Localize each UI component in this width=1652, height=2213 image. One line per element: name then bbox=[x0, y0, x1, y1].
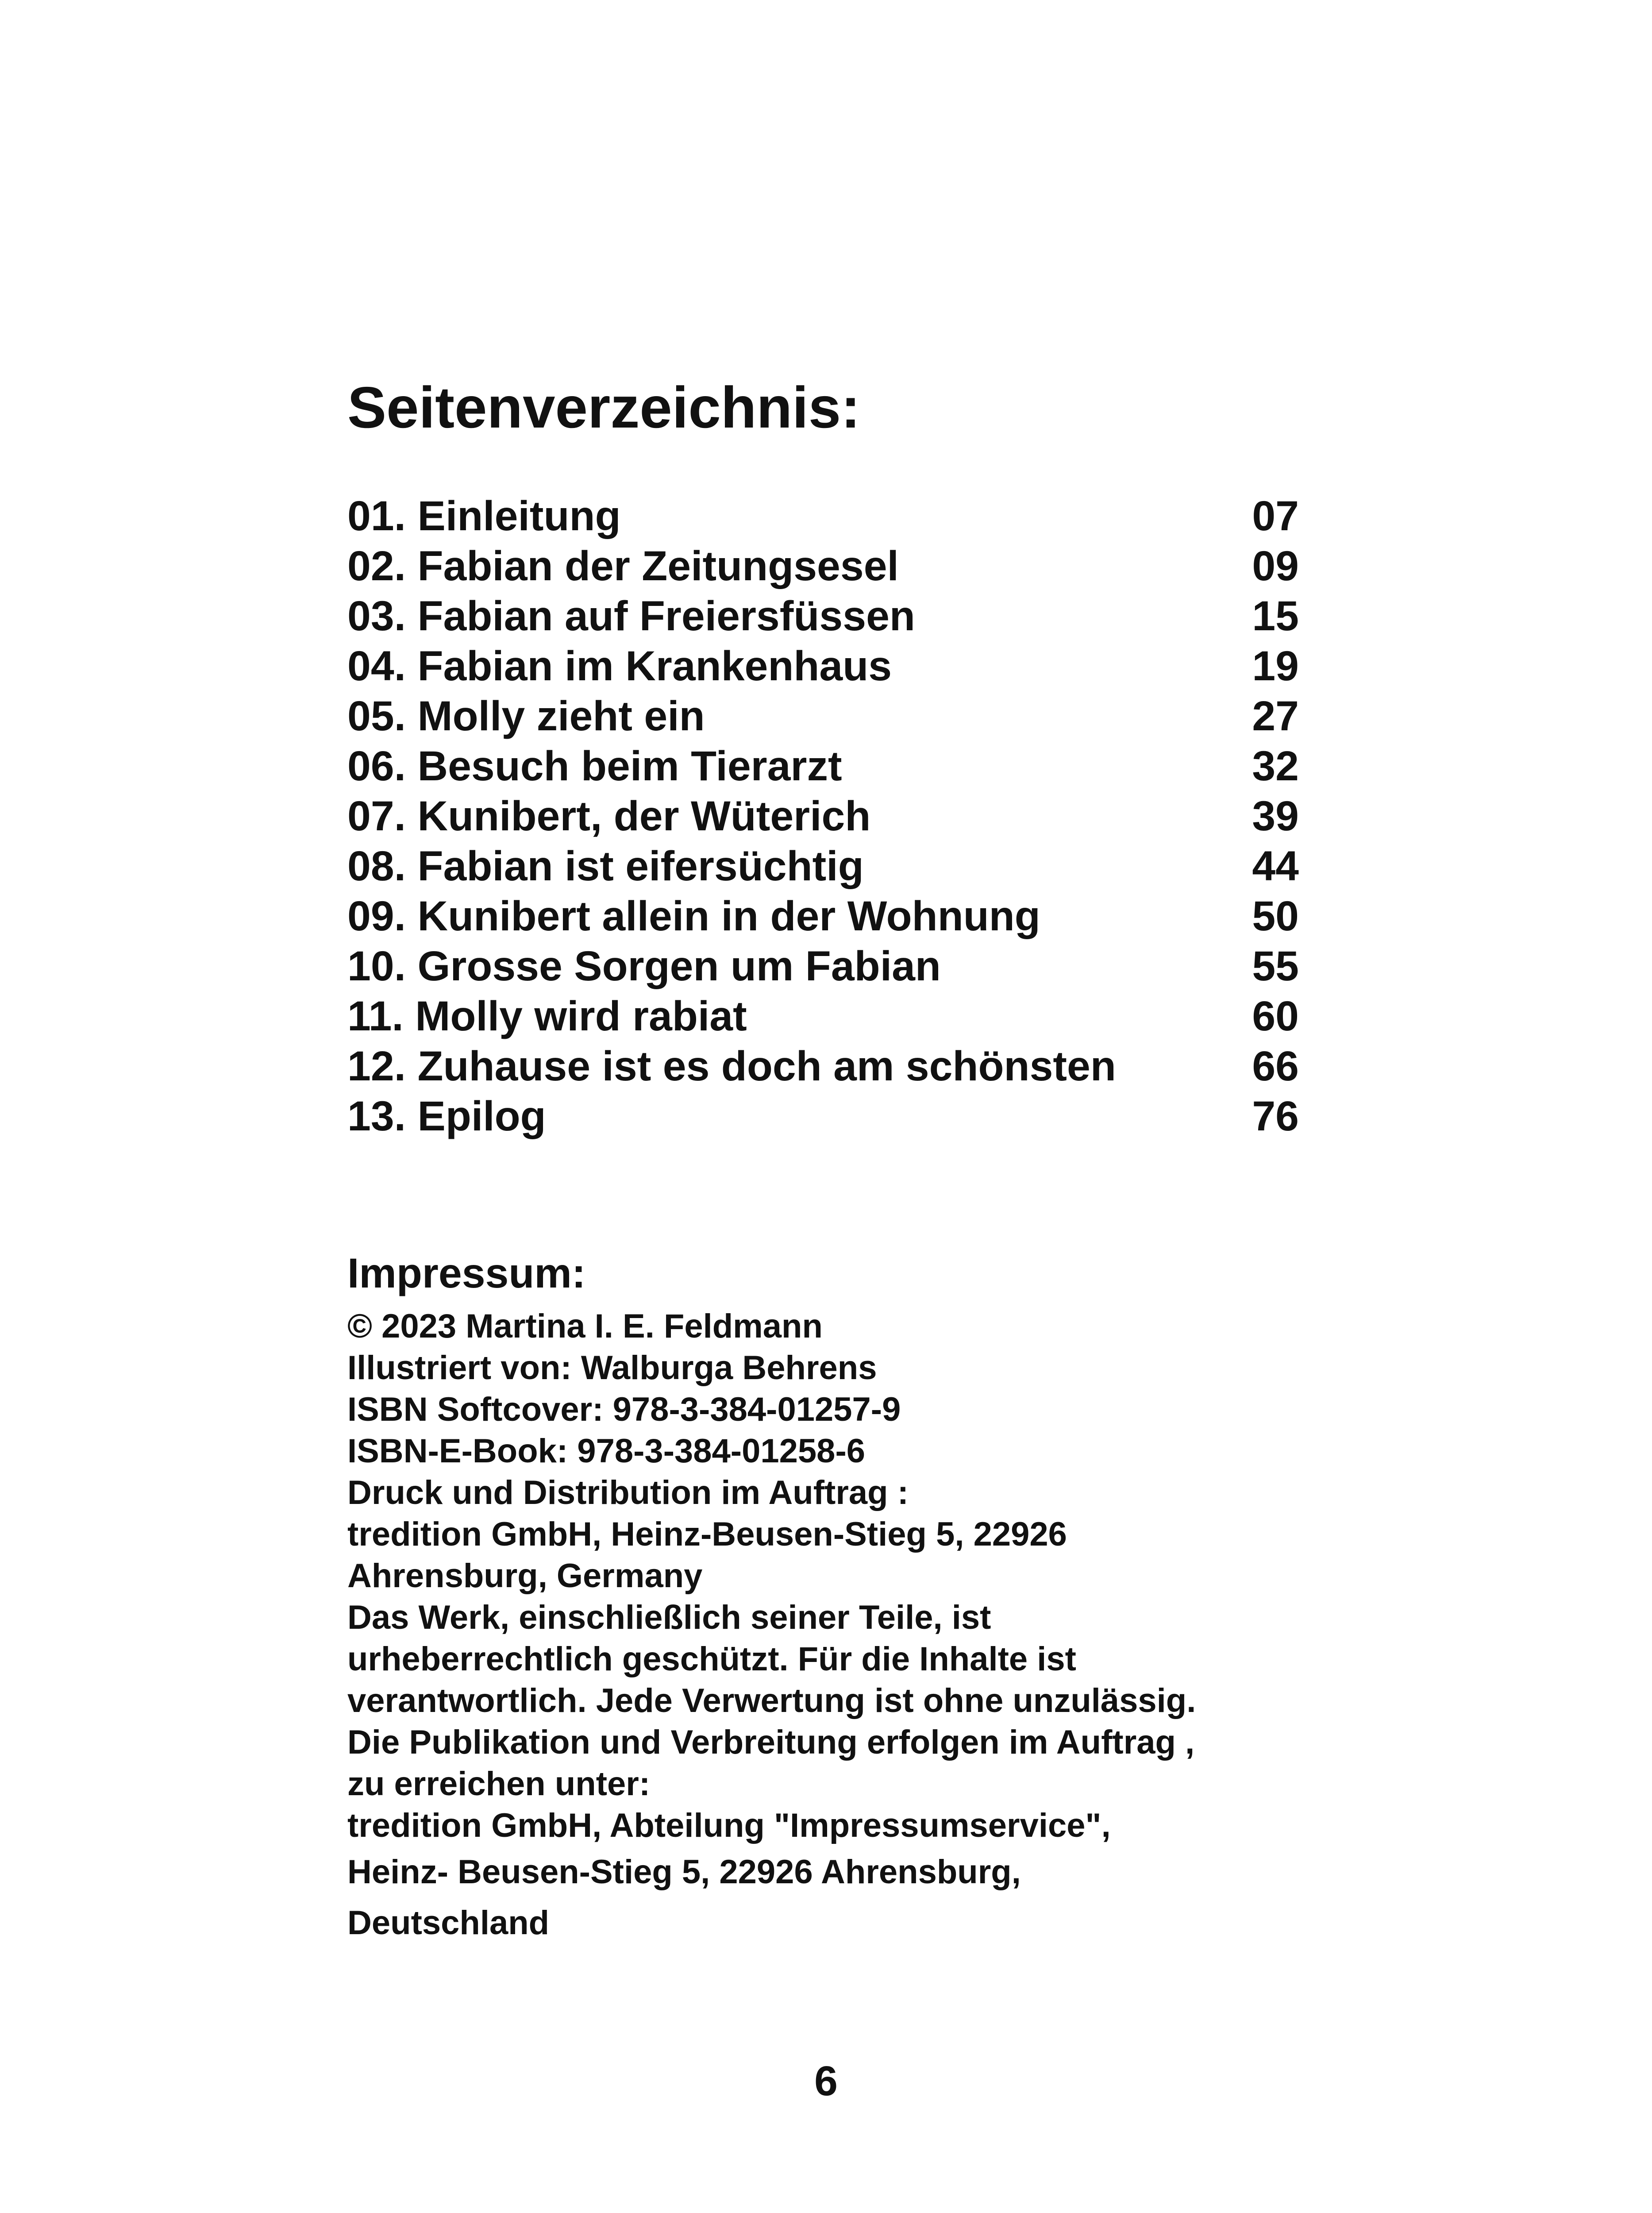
toc-entry bbox=[347, 941, 1299, 991]
toc-entry bbox=[347, 1041, 1299, 1091]
toc-entry-page: 60 bbox=[1252, 993, 1299, 1040]
impressum-line: Illustriert von: Walburga Behrens bbox=[347, 1349, 877, 1387]
impressum-line: Ahrensburg, Germany bbox=[347, 1557, 703, 1595]
impressum-line: tredition GmbH, Heinz-Beusen-Stieg 5, 22926 bbox=[347, 1515, 1067, 1553]
toc-entry bbox=[347, 891, 1299, 941]
toc-entry-label: 10. Grosse Sorgen um Fabian bbox=[347, 943, 941, 990]
impressum-block bbox=[347, 1306, 1196, 1948]
impressum-line: Die Publikation und Verbreitung erfolgen im Auftrag , bbox=[347, 1723, 1195, 1761]
toc-entry-label: 08. Fabian ist eifersüchtig bbox=[347, 843, 864, 890]
toc-entry bbox=[347, 541, 1299, 591]
toc-entry bbox=[347, 1091, 1299, 1141]
toc-entry bbox=[347, 841, 1299, 891]
impressum-line: ISBN-E-Book: 978-3-384-01258-6 bbox=[347, 1432, 866, 1470]
table-of-contents bbox=[347, 491, 1299, 1141]
impressum-line: Druck und Distribution im Auftrag : bbox=[347, 1474, 909, 1511]
impressum-line: Deutschland bbox=[347, 1904, 550, 1942]
toc-entry-page: 66 bbox=[1252, 1043, 1299, 1090]
toc-entry bbox=[347, 741, 1299, 791]
toc-entry-page: 09 bbox=[1252, 543, 1299, 590]
toc-entry-page: 55 bbox=[1252, 943, 1299, 990]
toc-entry-page: 76 bbox=[1252, 1093, 1299, 1140]
toc-entry-page: 27 bbox=[1252, 693, 1299, 740]
toc-entry-label: 02. Fabian der Zeitungsesel bbox=[347, 543, 899, 590]
toc-entry bbox=[347, 641, 1299, 691]
toc-title: Seitenverzeichnis: bbox=[347, 375, 861, 440]
toc-entry-label: 05. Molly zieht ein bbox=[347, 693, 705, 740]
impressum-line: tredition GmbH, Abteilung "Impressumservice", bbox=[347, 1807, 1111, 1844]
impressum-line: verantwortlich. Jede Verwertung ist ohne unzulässig. bbox=[347, 1682, 1196, 1720]
toc-entry-label: 03. Fabian auf Freiersfüssen bbox=[347, 593, 915, 640]
page-number: 6 bbox=[814, 2058, 838, 2105]
toc-entry-page: 32 bbox=[1252, 743, 1299, 790]
toc-entry-label: 07. Kunibert, der Wüterich bbox=[347, 793, 871, 840]
impressum-line: ISBN Softcover: 978-3-384-01257-9 bbox=[347, 1391, 901, 1428]
toc-entry-page: 39 bbox=[1252, 793, 1299, 840]
toc-entry-page: 07 bbox=[1252, 493, 1299, 540]
toc-entry bbox=[347, 991, 1299, 1041]
toc-entry-page: 15 bbox=[1252, 593, 1299, 640]
toc-entry-page: 44 bbox=[1252, 843, 1299, 890]
impressum-line: urheberrechtlich geschützt. Für die Inhalte ist bbox=[347, 1640, 1076, 1678]
toc-entry-page: 19 bbox=[1252, 643, 1299, 690]
toc-entry-page: 50 bbox=[1252, 893, 1299, 940]
toc-entry bbox=[347, 791, 1299, 841]
toc-entry bbox=[347, 491, 1299, 541]
toc-entry-label: 04. Fabian im Krankenhaus bbox=[347, 643, 892, 690]
impressum-line: zu erreichen unter: bbox=[347, 1765, 651, 1803]
toc-entry bbox=[347, 591, 1299, 641]
impressum-line: Heinz- Beusen-Stieg 5, 22926 Ahrensburg, bbox=[347, 1853, 1021, 1891]
toc-entry-label: 09. Kunibert allein in der Wohnung bbox=[347, 893, 1040, 940]
toc-entry-label: 01. Einleitung bbox=[347, 493, 621, 540]
impressum-line: Das Werk, einschließlich seiner Teile, ist bbox=[347, 1599, 991, 1636]
toc-entry bbox=[347, 691, 1299, 741]
toc-entry-label: 11. Molly wird rabiat bbox=[347, 993, 747, 1040]
toc-entry-label: 12. Zuhause ist es doch am schönsten bbox=[347, 1043, 1116, 1090]
toc-entry-label: 13. Epilog bbox=[347, 1093, 546, 1140]
impressum-line: © 2023 Martina I. E. Feldmann bbox=[347, 1307, 823, 1345]
toc-entry-label: 06. Besuch beim Tierarzt bbox=[347, 743, 842, 790]
impressum-title: Impressum: bbox=[347, 1250, 586, 1297]
